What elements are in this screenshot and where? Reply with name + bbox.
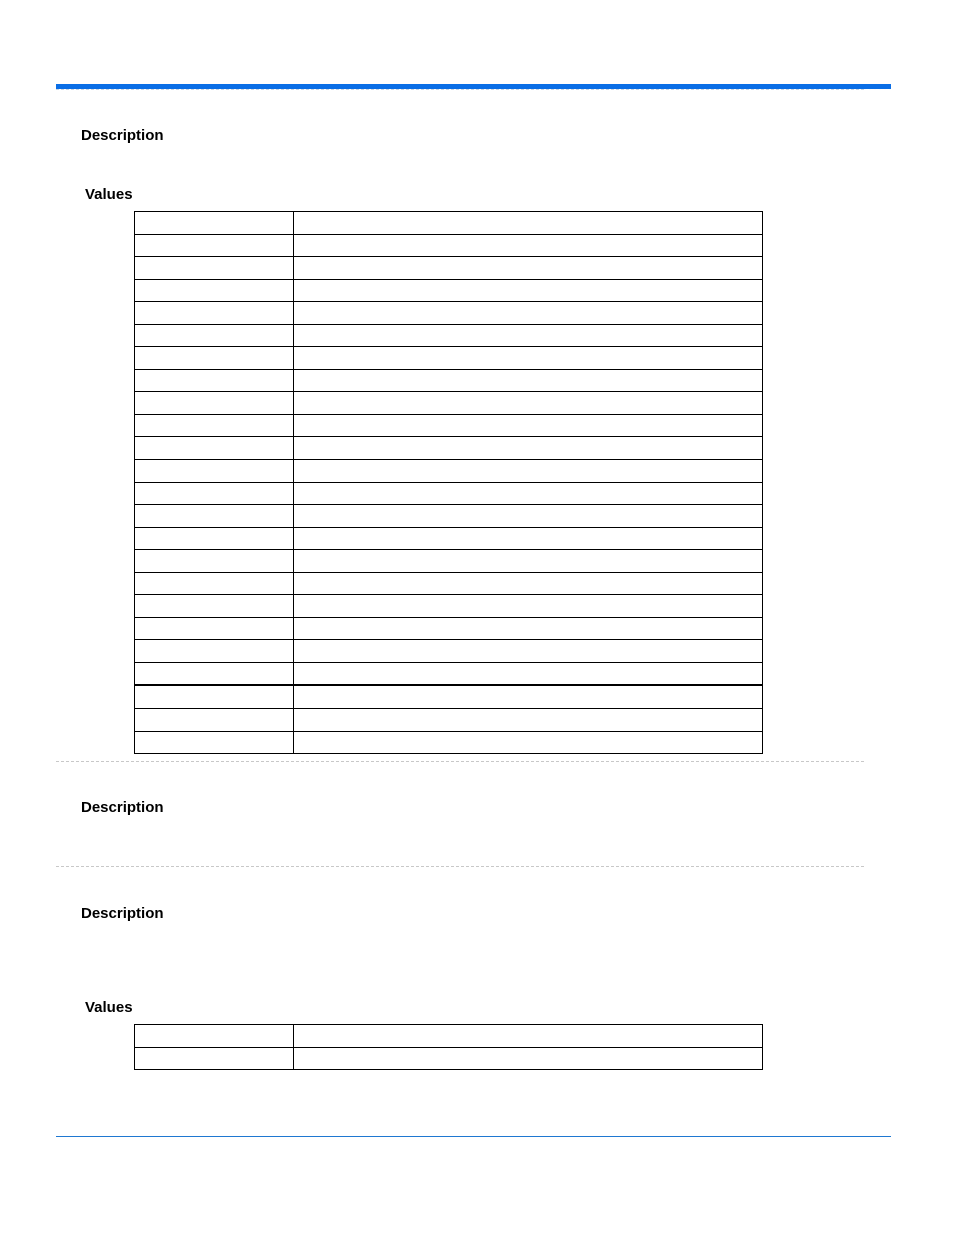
value-cell	[135, 640, 294, 663]
description-cell	[294, 347, 763, 370]
description-cell	[294, 550, 763, 573]
table-row	[135, 709, 763, 732]
description-cell	[294, 572, 763, 595]
description-cell	[294, 662, 763, 685]
table-row	[135, 505, 763, 528]
value-cell	[135, 731, 294, 754]
table-row	[135, 324, 763, 347]
description-cell	[294, 257, 763, 280]
value-cell	[135, 347, 294, 370]
table-row	[135, 369, 763, 392]
description-cell	[294, 482, 763, 505]
section-separator-2	[56, 866, 864, 867]
table-row	[135, 257, 763, 280]
section-separator-1	[56, 761, 864, 762]
description-cell	[294, 527, 763, 550]
value-cell	[135, 662, 294, 685]
value-cell	[135, 392, 294, 415]
description-cell	[294, 505, 763, 528]
value-cell	[135, 617, 294, 640]
description-heading-3: Description	[81, 905, 164, 922]
description-cell	[294, 279, 763, 302]
value-cell	[135, 234, 294, 257]
value-cell	[135, 595, 294, 618]
value-cell	[135, 302, 294, 325]
table-row	[135, 662, 763, 685]
table-row	[135, 482, 763, 505]
value-cell	[135, 709, 294, 732]
values-heading-3: Values	[85, 999, 133, 1016]
values-heading-1: Values	[85, 186, 133, 203]
description-cell	[294, 640, 763, 663]
value-cell	[135, 279, 294, 302]
description-cell	[294, 731, 763, 754]
table-row	[135, 685, 763, 708]
table-row	[135, 437, 763, 460]
description-cell	[294, 414, 763, 437]
value-cell	[135, 324, 294, 347]
value-cell	[135, 482, 294, 505]
description-cell	[294, 595, 763, 618]
table-row	[135, 212, 763, 235]
footer-rule	[56, 1136, 891, 1137]
value-cell	[135, 505, 294, 528]
values-table-1	[134, 211, 763, 754]
value-cell	[135, 1025, 294, 1048]
description-cell	[294, 1025, 763, 1048]
description-cell	[294, 212, 763, 235]
value-cell	[135, 550, 294, 573]
table-row	[135, 279, 763, 302]
header-dashed-rule	[56, 89, 864, 90]
table-row	[135, 527, 763, 550]
value-cell	[135, 527, 294, 550]
table-row	[135, 595, 763, 618]
table-row	[135, 302, 763, 325]
table-row	[135, 572, 763, 595]
table-row	[135, 460, 763, 483]
description-cell	[294, 392, 763, 415]
description-heading-1: Description	[81, 127, 164, 144]
table-row	[135, 347, 763, 370]
table-row	[135, 617, 763, 640]
table-row	[135, 640, 763, 663]
value-cell	[135, 257, 294, 280]
table-row	[135, 731, 763, 754]
description-cell	[294, 437, 763, 460]
description-cell	[294, 234, 763, 257]
table-row	[135, 1047, 763, 1070]
value-cell	[135, 437, 294, 460]
value-cell	[135, 369, 294, 392]
table-row	[135, 550, 763, 573]
description-cell	[294, 460, 763, 483]
description-cell	[294, 324, 763, 347]
description-cell	[294, 617, 763, 640]
description-cell	[294, 369, 763, 392]
table-row	[135, 392, 763, 415]
description-cell	[294, 302, 763, 325]
description-cell	[294, 709, 763, 732]
value-cell	[135, 685, 294, 708]
value-cell	[135, 1047, 294, 1070]
value-cell	[135, 212, 294, 235]
value-cell	[135, 414, 294, 437]
description-cell	[294, 685, 763, 708]
table-row	[135, 1025, 763, 1048]
description-cell	[294, 1047, 763, 1070]
table-row	[135, 234, 763, 257]
value-cell	[135, 460, 294, 483]
description-heading-2: Description	[81, 799, 164, 816]
table-row	[135, 414, 763, 437]
value-cell	[135, 572, 294, 595]
values-table-3	[134, 1024, 763, 1070]
